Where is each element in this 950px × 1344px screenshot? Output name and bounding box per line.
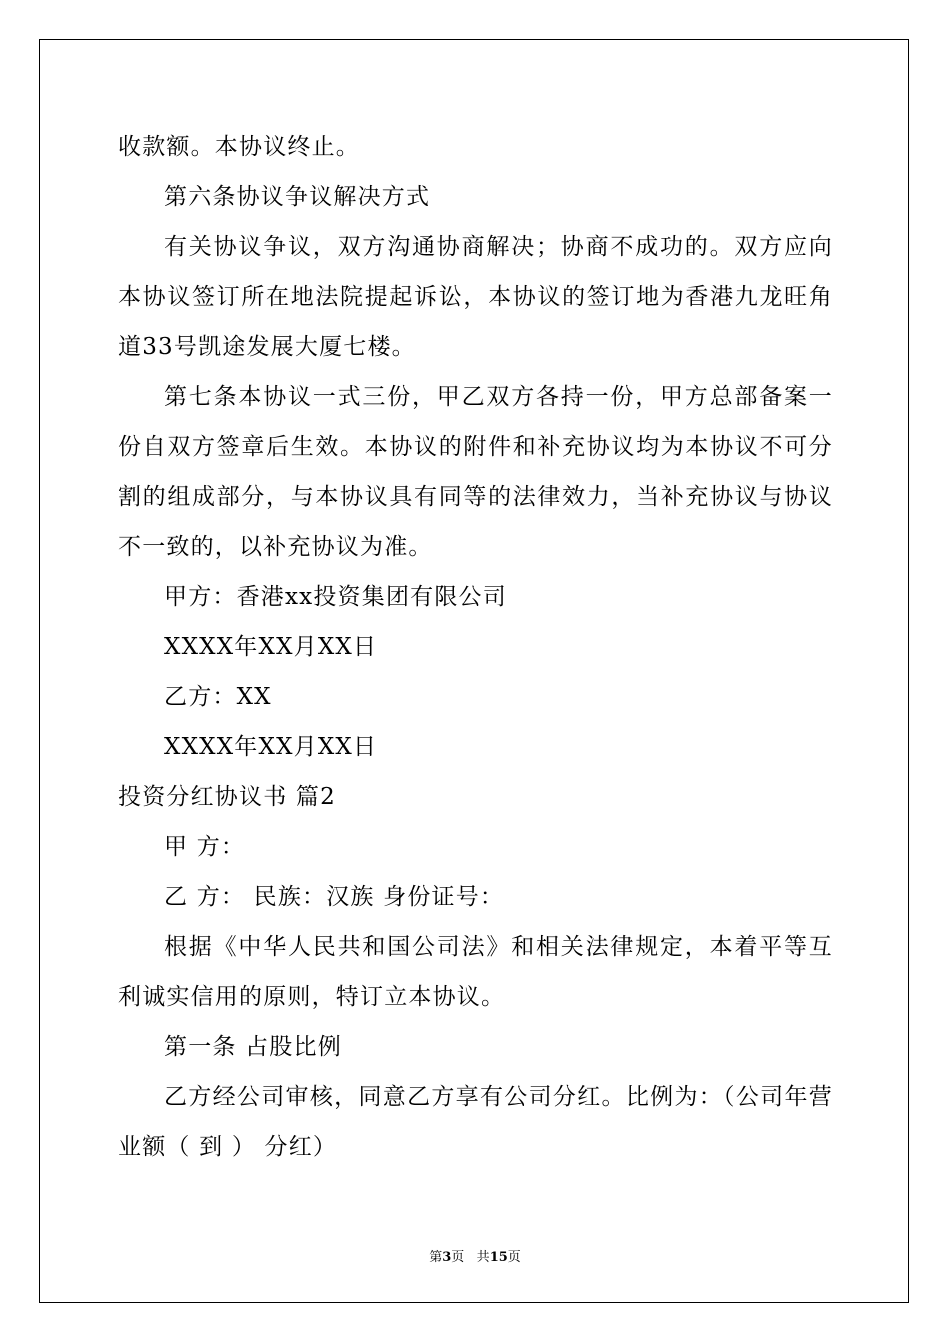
heading-article-1: 第一条 占股比例 [164,1034,342,1060]
document-body [118,122,833,1172]
date-line-a: XXXX年XX月XX日 [164,634,378,660]
heading-article-6: 第六条协议争议解决方式 [164,184,431,210]
page-prefix: 第 [429,1250,443,1265]
page-number: 3 [442,1250,452,1265]
section-title: 投资分红协议书 篇2 [118,784,336,810]
party-a-signature: 甲方：香港xx投资集团有限公司 [164,584,507,610]
paragraph-dispute: 有关协议争议，双方沟通协商解决；协商不成功的。双方应向本协议签订所在地法院提起诉讼，本协议的签订地为香港九龙旺角道33号凯途发展大厦七楼。 [118,234,833,360]
total-suffix: 页 [507,1250,521,1265]
party-a-line: 甲 方： [164,834,246,860]
page-suffix: 页 [451,1250,465,1265]
date-line-b: XXXX年XX月XX日 [164,734,378,760]
paragraph-preamble: 根据《中华人民共和国公司法》和相关法律规定，本着平等互利诚实信用的原则，特订立本协议。 [118,934,833,1010]
total-prefix: 共 [476,1250,490,1265]
party-b-line: 乙 方： 民族：汉族 身份证号： [164,884,505,910]
paragraph-article-7: 第七条本协议一式三份，甲乙双方各持一份，甲方总部备案一份自双方签章后生效。本协议的附件和补充协议均为本协议不可分割的组成部分，与本协议具有同等的法律效力，当补充协议与协议不一致的，以补充协议为准。 [118,384,833,560]
page-footer [0,1246,950,1265]
paragraph-closing: 收款额。本协议终止。 [118,134,360,160]
total-pages: 15 [489,1250,508,1265]
party-b-signature: 乙方：XX [164,684,272,710]
paragraph-share-ratio: 乙方经公司审核，同意乙方享有公司分红。比例为：（公司年营业额（ 到 ） 分红） [118,1084,833,1160]
